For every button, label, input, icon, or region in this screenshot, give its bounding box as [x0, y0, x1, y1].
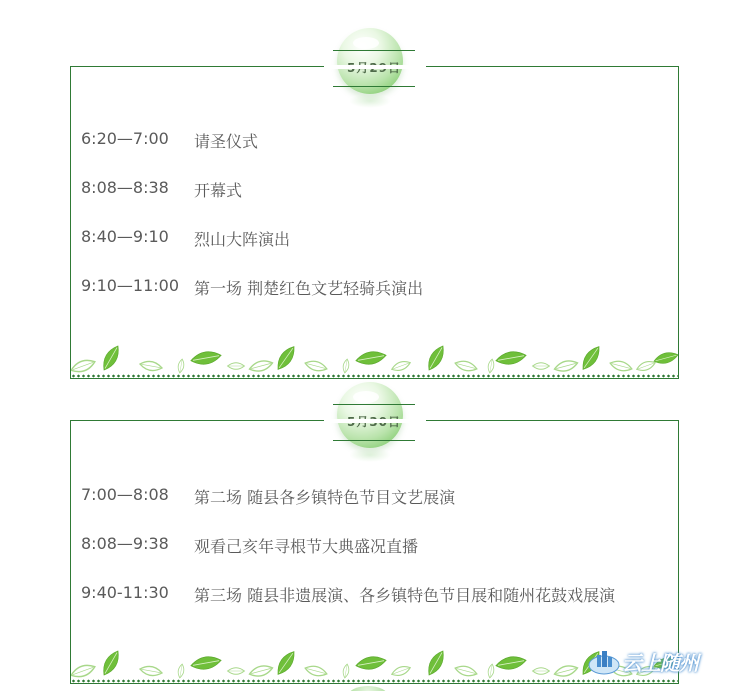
event-desc: 第二场 随县各乡镇特色节目文艺展演	[194, 488, 456, 507]
dotted-border	[71, 374, 678, 378]
dotted-border	[71, 679, 678, 683]
leaf-icon	[390, 359, 411, 373]
leaf-icon	[342, 664, 350, 679]
event-desc: 开幕式	[194, 181, 243, 200]
leaf-icon	[424, 648, 448, 678]
leaf-icon	[495, 349, 527, 366]
leaf-icon	[635, 359, 656, 373]
border-gap	[324, 419, 426, 423]
event-desc: 第三场 随县非遗展演、各乡镇特色节目展和随州花鼓戏展演	[194, 586, 616, 605]
city-cloud-icon	[588, 646, 620, 676]
leaf-icon	[454, 664, 478, 678]
schedule-card-day-1	[70, 66, 679, 379]
leaf-icon	[342, 359, 350, 374]
bubble-ornament-partial	[348, 686, 388, 691]
leaf-icon	[355, 654, 387, 671]
leaf-icon	[553, 358, 578, 373]
event-time: 9:10—11:00	[81, 276, 180, 295]
border-gap	[324, 65, 426, 69]
leaf-icon	[609, 359, 633, 373]
leaf-icon	[304, 359, 328, 373]
leaf-icon	[177, 664, 185, 679]
leaf-icon	[487, 664, 495, 679]
leaf-icon	[248, 663, 273, 678]
leaf-icon	[228, 668, 245, 675]
watermark	[588, 645, 698, 677]
leaf-icon	[228, 363, 245, 370]
leaf-icon	[99, 648, 123, 678]
event-time: 8:40—9:10	[81, 227, 169, 246]
event-time: 8:08—8:38	[81, 178, 169, 197]
leaf-icon	[139, 360, 163, 373]
date-line-top	[333, 50, 415, 51]
leaf-icon	[424, 343, 448, 373]
leaf-border-icon	[71, 332, 678, 378]
leaf-icon	[495, 654, 527, 671]
event-time: 7:00—8:08	[81, 485, 169, 504]
leaf-icon	[355, 349, 387, 366]
leaf-icon	[190, 654, 222, 671]
event-time: 6:20—7:00	[81, 129, 169, 148]
leaf-icon	[553, 663, 578, 678]
event-desc: 烈山大阵演出	[194, 230, 291, 249]
leaf-icon	[99, 343, 123, 373]
event-desc: 第一场 荆楚红色文艺轻骑兵演出	[194, 279, 424, 298]
leaf-icon	[71, 662, 97, 680]
leaf-icon	[190, 349, 222, 366]
leaf-icon	[273, 648, 298, 677]
leaf-icon	[533, 363, 550, 370]
event-desc: 观看己亥年寻根节大典盛况直播	[194, 537, 419, 556]
leaf-icon	[653, 350, 678, 366]
event-desc: 请圣仪式	[194, 132, 259, 151]
leaf-icon	[454, 359, 478, 373]
leaf-icon	[248, 358, 273, 373]
leaf-border-icon	[71, 637, 678, 683]
event-time: 9:40-11:30	[81, 583, 169, 602]
leaf-icon	[177, 359, 185, 374]
date-line-top	[333, 404, 415, 405]
watermark-text: 云上随州	[622, 650, 698, 675]
leaf-icon	[304, 664, 328, 678]
leaf-icon	[487, 359, 495, 374]
leaf-icon	[578, 343, 603, 372]
leaf-icon	[390, 664, 411, 678]
leaf-icon	[71, 357, 97, 375]
leaf-icon	[533, 668, 550, 675]
leaf-icon	[139, 665, 163, 678]
event-time: 8:08—9:38	[81, 534, 169, 553]
leaf-icon	[273, 343, 298, 372]
